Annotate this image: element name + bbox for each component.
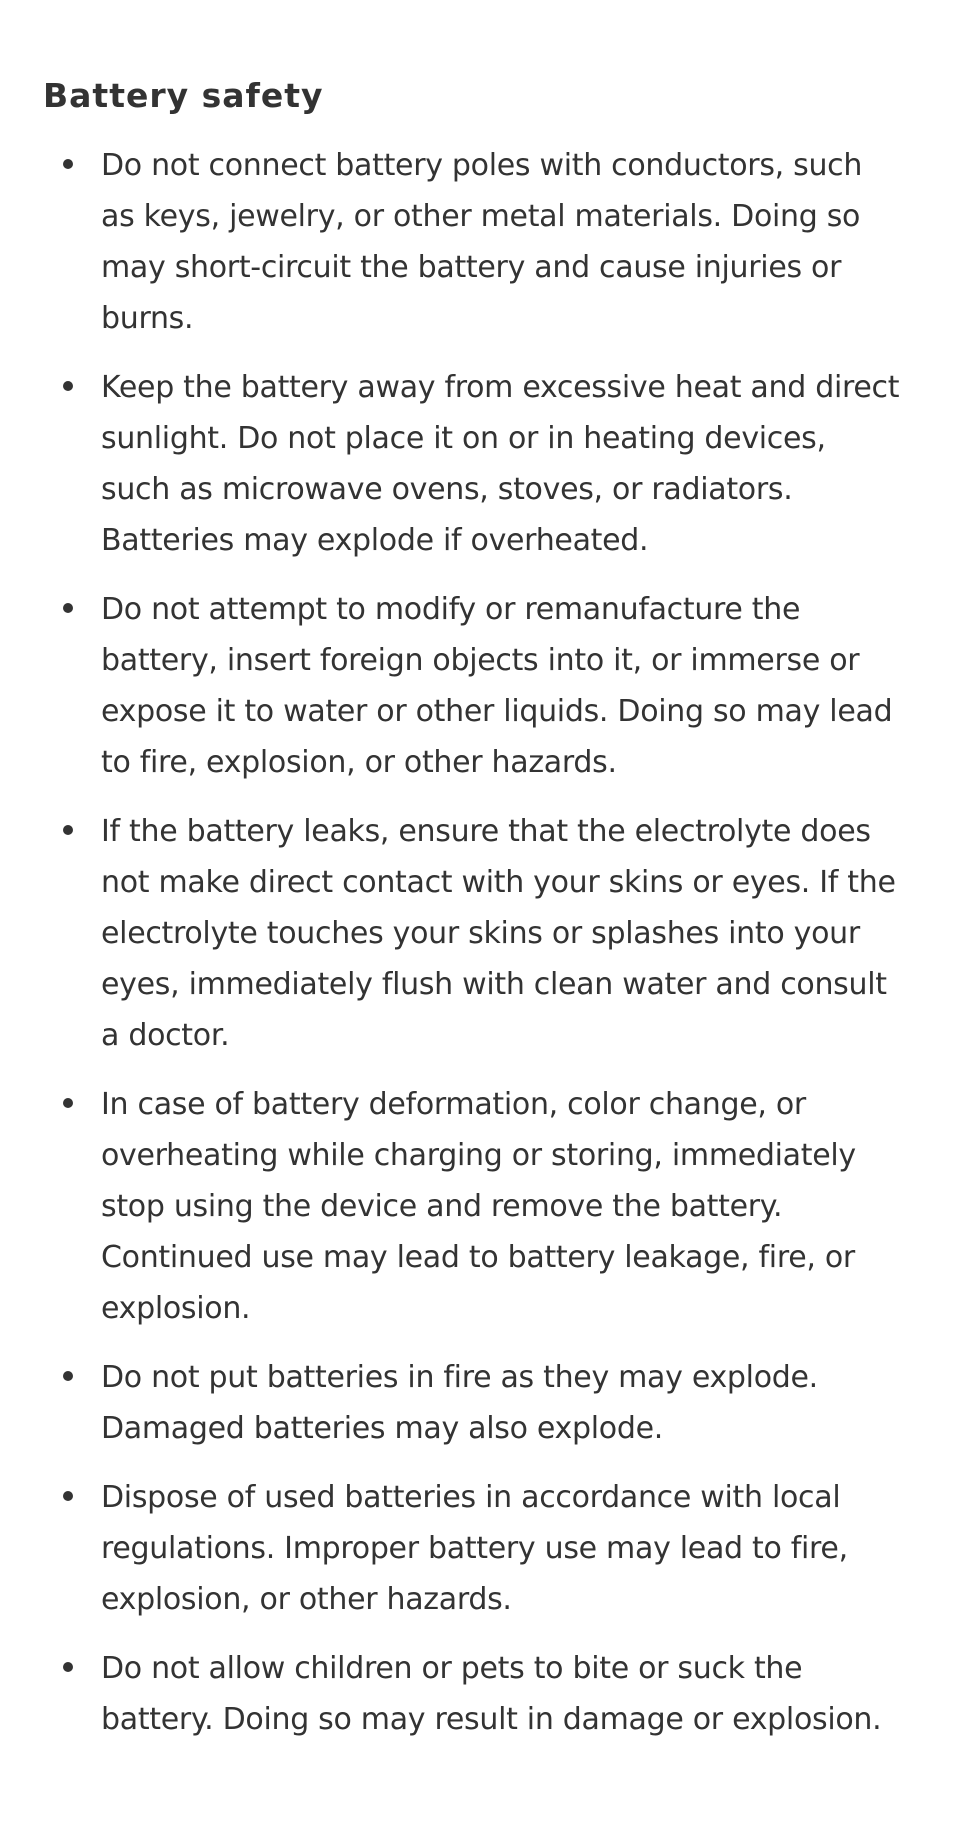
list-item-text: If the battery leaks, ensure that the electrolyte does not make direct contact with your skins or eyes. If the electrolyte touches your skins or splashes into your eyes, immediately flush with clean water and consult a doctor. [101, 814, 896, 1053]
bullet-icon [63, 825, 73, 835]
bullet-icon [63, 603, 73, 613]
list-item [0, 1079, 901, 1334]
bullet-icon [63, 159, 73, 169]
bullet-icon [63, 1371, 73, 1381]
list-item-text: In case of battery deformation, color change, or overheating while charging or storing, immediately stop using the device and remove the battery. Continued use may lead to battery leakage, fire, or explosion. [101, 1087, 856, 1326]
list-item-text: Keep the battery away from excessive heat and direct sunlight. Do not place it on or in heating devices, such as microwave ovens, stoves, or radiators. Batteries may explode if overheated. [101, 370, 900, 558]
bullet-icon [63, 1491, 73, 1501]
bullet-icon [63, 1098, 73, 1108]
list-item [0, 584, 901, 788]
list-item [0, 806, 901, 1061]
list-item [0, 1352, 901, 1454]
list-item [0, 362, 901, 566]
list-item [0, 1643, 901, 1745]
list-item-text: Do not allow children or pets to bite or suck the battery. Doing so may result in damage or explosion. [101, 1651, 882, 1737]
battery-safety-list [0, 140, 954, 1763]
list-item-text: Dispose of used batteries in accordance with local regulations. Improper battery use may lead to fire, explosion, or other hazards. [101, 1480, 848, 1617]
section-heading: Battery safety [43, 76, 324, 115]
bullet-icon [63, 1662, 73, 1672]
list-item-text: Do not attempt to modify or remanufacture the battery, insert foreign objects into it, or immerse or expose it to water or other liquids. Doing so may lead to fire, explosion, or other hazards. [101, 592, 893, 780]
list-item-text: Do not connect battery poles with conductors, such as keys, jewelry, or other metal materials. Doing so may short-circuit the battery and cause injuries or burns. [101, 148, 863, 336]
list-item-text: Do not put batteries in fire as they may explode. Damaged batteries may also explode. [101, 1360, 818, 1446]
list-item [0, 1472, 901, 1625]
list-item [0, 140, 901, 344]
bullet-icon [63, 381, 73, 391]
